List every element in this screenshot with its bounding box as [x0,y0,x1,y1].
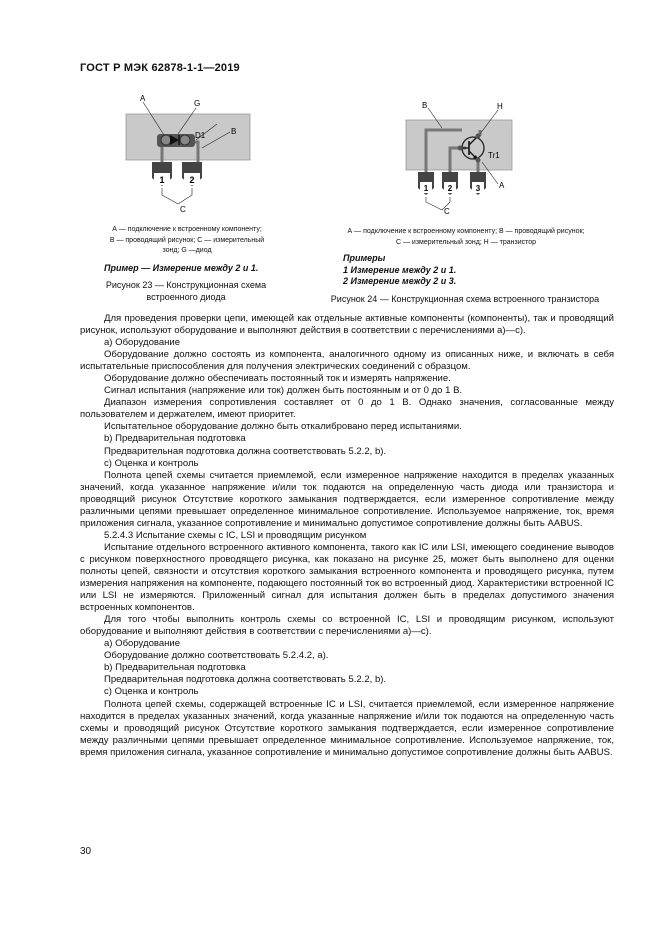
body-paragraph: c) Оценка и контроль [104,457,199,469]
fig24-label-a: A [499,181,505,190]
fig24-example-2: 2 Измерение между 2 и 3. [343,276,457,286]
fig24-label-b: B [422,101,428,110]
body-paragraph: а) Оборудование [104,337,181,349]
body-paragraph: а) Оборудование [104,638,181,650]
fig24-examples-title: Примеры [343,253,386,263]
fig23-label-a: A [140,94,146,103]
body-text [80,313,614,759]
fig23-pad-2-label: 2 [189,175,195,185]
figure-23-example: Пример — Измерение между 2 и 1. [104,263,259,273]
fig23-legend-line-3: зонд; G —диод [162,247,212,254]
page-number: 30 [80,846,92,857]
fig23-label-d1: D1 [195,131,206,140]
body-paragraph: Оборудование должно состоять из компонента, аналогичного одному из описанных ниже, и включать в себя испытательные приспособления для получения электрических соединений с образцом. [80,349,614,373]
body-paragraph: Для проведения проверки цепи, имеющей как отдельные активные компоненты (компоненты), так и проводящий рисунок, используют оборудование и выполняют действия в соответствии с перечислениями а)—с). [80,313,614,337]
fig23-legend-line-1: А — подключение к встроенному компоненту; [112,226,262,233]
body-paragraph: Предварительная подготовка должна соответствовать 5.2.2, b). [104,674,387,686]
fig24-pad-2-label: 2 [447,184,453,193]
fig24-legend-line-2: С — измерительный зонд; Н — транзистор [395,238,537,246]
fig24-pad-3-label: 3 [475,184,481,193]
figure-23-caption [80,280,292,303]
fig23-legend-line-2: В — проводящий рисунок; С — измерительный [109,236,265,244]
body-paragraph: Сигнал испытания (напряжение или ток) должен быть постоянным и от 0 до 1 В. [104,385,463,397]
figure-23-diagram [118,92,258,214]
figure-24-examples [343,253,456,288]
body-paragraph: c) Оценка и контроль [104,686,199,698]
body-paragraph: Испытательное оборудование должно быть откалибровано перед испытаниями. [104,421,462,433]
fig24-example-1: 1 Измерение между 2 и 1. [343,264,457,275]
fig23-caption-line-1: Рисунок 23 — Конструкционная схема [105,280,267,290]
body-paragraph: Полнота цепей схемы считается приемлемой, если измеренное напряжение находится в пределах указанных значений, когда указанное напряжение и/или ток подаются на определенную часть диода или транзистора и проводящий рисунок Отсутствие короткого замыкания подтверждается, если измеренное сопротивление между различными цепями превышает определенное минимальное сопротивление. Используемое напряжение, ток, время приложения сигнала, указанное сопротивление и минимально допустимое сопротивление должны быть AABUS. [80,469,614,529]
fig24-label-tr1: Tr1 [488,151,500,160]
body-paragraph: Оборудование должно обеспечивать постоянный ток и измерять напряжение. [104,373,451,385]
body-paragraph: Предварительная подготовка должна соответствовать 5.2.2, b). [104,445,387,457]
body-paragraph: Для того чтобы выполнить контроль схемы со встроенной IC, LSI и проводящим рисунком, используют оборудование и выполняют действия в соответствии с перечислениями а)—с). [80,614,614,638]
fig24-label-c: C [444,207,450,216]
fig23-label-b: B [231,127,237,136]
fig24-pad-1-label: 1 [423,184,429,193]
fig23-caption-line-2: встроенного диода [146,291,226,302]
fig23-label-g: G [194,99,201,108]
body-paragraph: b) Предварительная подготовка [104,662,246,674]
body-paragraph: Оборудование должно соответствовать 5.2.4.2, а). [104,650,329,662]
figure-24-legend [310,227,622,248]
body-paragraph: Диапазон измерения сопротивления составляет от 0 до 1 В. Однако значения, согласованные между пользователем и держателем, имеют приоритет. [80,397,614,421]
fig24-label-h: H [497,102,503,111]
document-header: ГОСТ Р МЭК 62878-1-1—2019 [80,62,240,74]
body-paragraph: b) Предварительная подготовка [104,433,246,445]
figure-24-caption: Рисунок 24 — Конструкционная схема встроенного транзистора [330,294,600,304]
body-paragraph: Полнота цепей схемы, содержащей встроенные IC и LSI, считается приемлемой, если измеренное напряжение находится в пределах указанных значений, когда указанные напряжение и/или ток подаются на определенную часть схемы и проводящий рисунок Отсутствие короткого замыкания подтверждается, если измеренное сопротивление между различными цепями превышает определенное минимальное сопротивление. Используемое напряжение, ток, время приложения сигнала, указанное сопротивление и минимально допустимое сопротивление должны быть AABUS. [80,698,614,758]
body-paragraph: 5.2.4.3 Испытание схемы с IC, LSI и проводящим рисунком [104,529,367,541]
body-paragraph: Испытание отдельного встроенного активного компонента, такого как IC или LSI, имеющего соединение выводов с рисунком поверхностного проводящего рисунка, как показано на рисунке 25, может быть выполнено для оценки полноты цепей, связности и отсутствия короткого замыкания встроенного компонента и проводящего рисунка, путем измерения напряжения на компоненте, подающего постоянный ток во встроенный диод. Характеристики встроенной IC или LSI не измеряются. Приложенный сигнал для испытания должен быть в пределах допустимого значения встроенных компонентов. [80,541,614,614]
figure-23-legend [82,225,292,257]
fig23-pad-1-label: 1 [159,175,165,185]
fig23-label-c: C [180,205,186,214]
fig24-legend-line-1: А — подключение к встроенному компоненту; В — проводящий рисунок; [347,228,585,235]
figure-24-diagram [402,100,526,216]
